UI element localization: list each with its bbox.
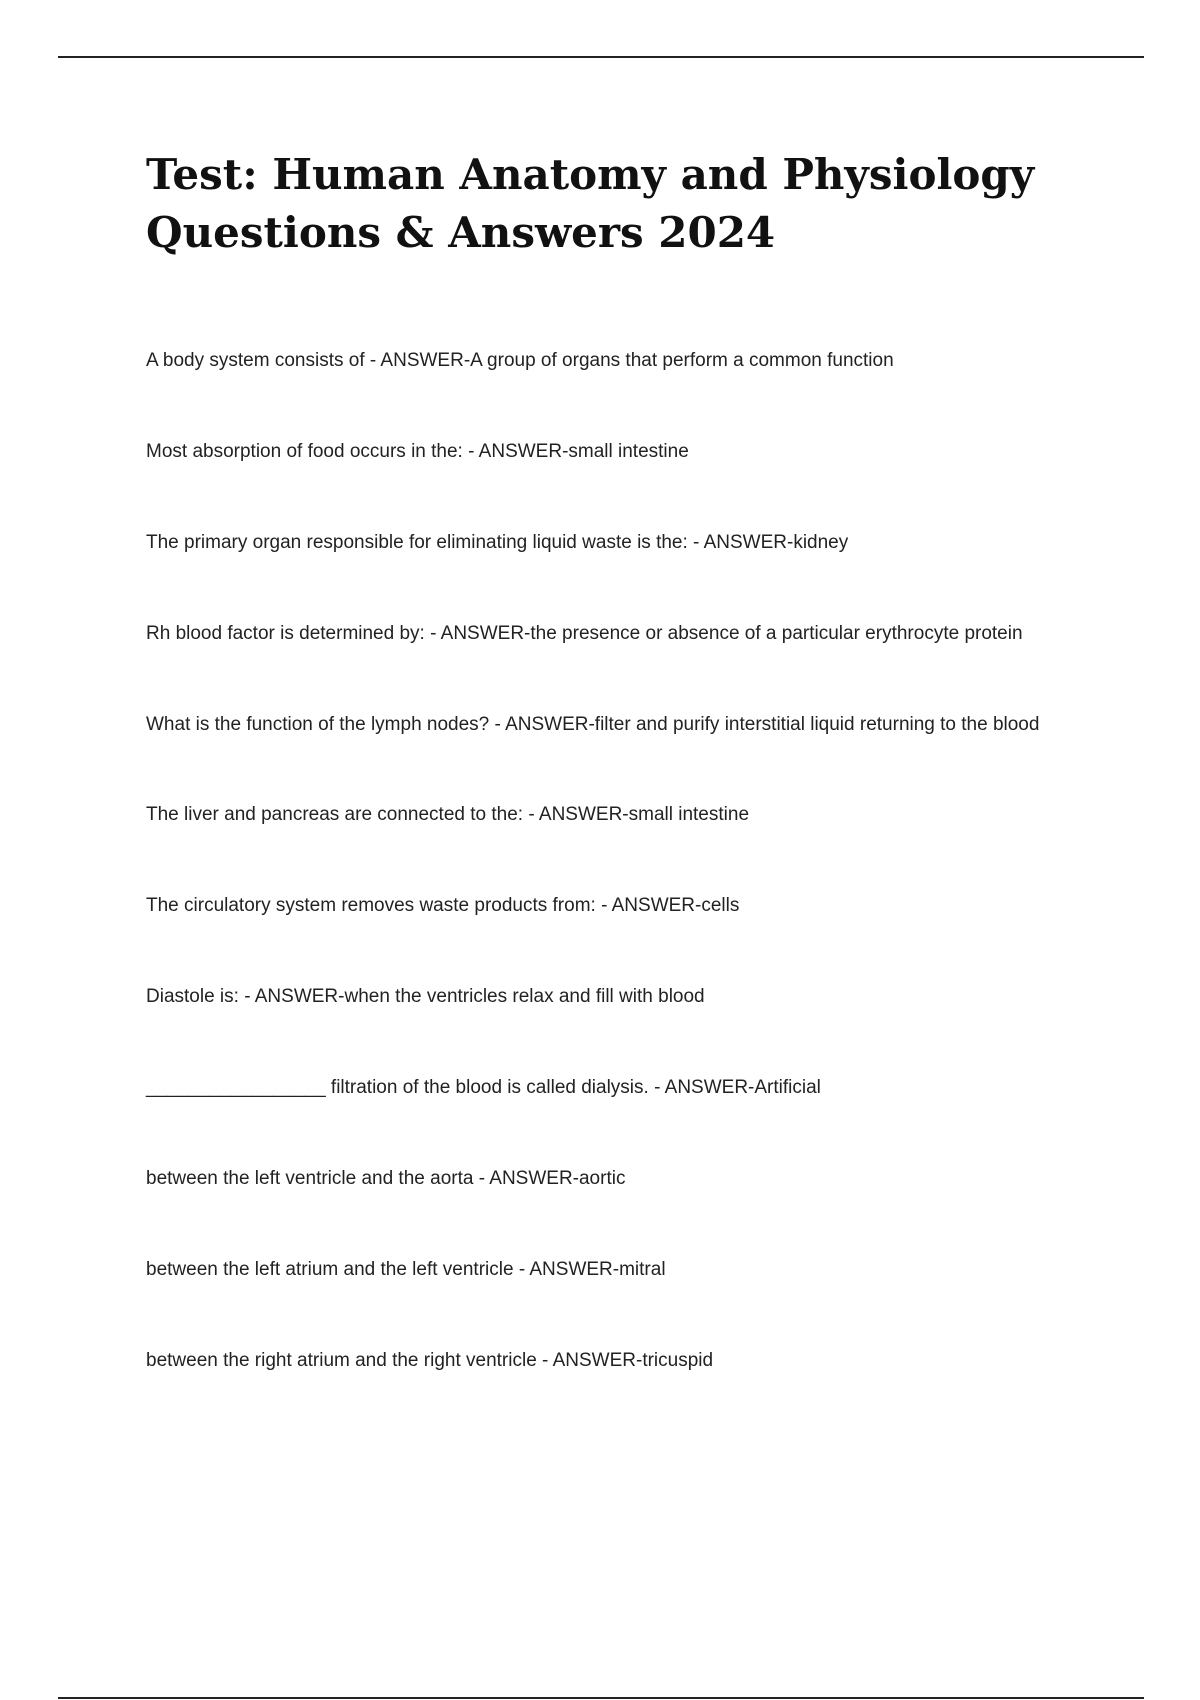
qa-item: Rh blood factor is determined by: - ANSWER-the presence or absence of a particular erythrocyte protein — [146, 623, 1023, 644]
qa-item: Diastole is: - ANSWER-when the ventricles relax and fill with blood — [146, 986, 705, 1007]
top-rule — [58, 56, 1144, 58]
page-title — [146, 146, 1106, 262]
qa-item: A body system consists of - ANSWER-A group of organs that perform a common function — [146, 350, 894, 371]
qa-item: What is the function of the lymph nodes? - ANSWER-filter and purify interstitial liquid returning to the blood — [146, 714, 1040, 735]
qa-item: The liver and pancreas are connected to the: - ANSWER-small intestine — [146, 804, 750, 825]
qa-item: between the right atrium and the right ventricle - ANSWER-tricuspid — [146, 1350, 714, 1371]
title-line-2: Questions & Answers 2024 — [146, 208, 776, 257]
qa-item: The primary organ responsible for eliminating liquid waste is the: - ANSWER-kidney — [146, 532, 849, 553]
qa-item: between the left atrium and the left ventricle - ANSWER-mitral — [146, 1259, 666, 1280]
question-answer-list — [146, 346, 1086, 1437]
qa-item: Most absorption of food occurs in the: - ANSWER-small intestine — [146, 441, 689, 462]
title-line-1: Test: Human Anatomy and Physiology — [146, 150, 1035, 199]
bottom-rule — [58, 1697, 1144, 1699]
qa-item: _________________ filtration of the blood is called dialysis. - ANSWER-Artificial — [146, 1077, 821, 1098]
qa-item: between the left ventricle and the aorta - ANSWER-aortic — [146, 1168, 626, 1189]
qa-item: The circulatory system removes waste products from: - ANSWER-cells — [146, 895, 740, 916]
